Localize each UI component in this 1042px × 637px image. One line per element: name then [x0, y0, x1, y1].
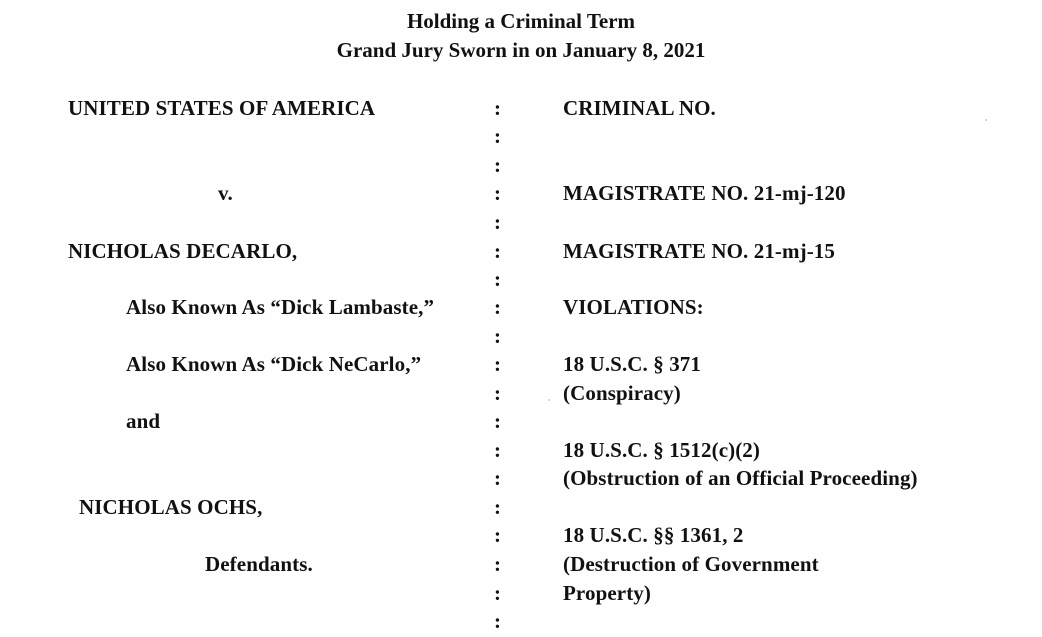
caption-separator: : — [494, 153, 501, 177]
defendant-1-name: NICHOLAS DECARLO, — [68, 239, 298, 263]
defendants-label: Defendants. — [205, 552, 313, 576]
caption-separator: : — [494, 438, 501, 462]
scan-speck — [985, 119, 987, 121]
caption-separator: : — [494, 552, 501, 576]
caption-separator: : — [494, 352, 501, 376]
caption-separator: : — [494, 495, 501, 519]
caption-separator: : — [494, 267, 501, 291]
violation-description: (Conspiracy) — [563, 381, 681, 405]
scan-speck — [548, 399, 550, 401]
heading-grand-jury: Grand Jury Sworn in on January 8, 2021 — [336, 38, 706, 62]
caption-separator: : — [494, 181, 501, 205]
caption-separator: : — [494, 239, 501, 263]
defendant-1-alias-2: Also Known As “Dick NeCarlo,” — [126, 352, 422, 376]
caption-separator: : — [494, 381, 501, 405]
caption-separator: : — [494, 124, 501, 148]
caption-separator: : — [494, 409, 501, 433]
caption-separator: : — [494, 609, 501, 633]
caption-separator: : — [494, 210, 501, 234]
violation-statute: 18 U.S.C. §§ 1361, 2 — [563, 523, 744, 547]
magistrate-number-1: MAGISTRATE NO. 21-mj-120 — [563, 181, 846, 205]
caption-separator: : — [494, 523, 501, 547]
caption-separator: : — [494, 324, 501, 348]
plaintiff-name: UNITED STATES OF AMERICA — [68, 96, 376, 120]
violation-description: (Destruction of Government — [563, 552, 819, 576]
magistrate-number-2: MAGISTRATE NO. 21-mj-15 — [563, 239, 835, 263]
violation-statute: 18 U.S.C. § 371 — [563, 352, 702, 376]
defendant-1-alias-1: Also Known As “Dick Lambaste,” — [126, 295, 435, 319]
violation-description: (Obstruction of an Official Proceeding) — [563, 466, 918, 490]
violation-description-continued: Property) — [563, 581, 651, 605]
violations-label: VIOLATIONS: — [563, 295, 704, 319]
caption-separator: : — [494, 581, 501, 605]
caption-separator: : — [494, 295, 501, 319]
caption-separator: : — [494, 96, 501, 120]
versus-label: v. — [218, 181, 233, 205]
conjunction-and: and — [126, 409, 161, 433]
caption-separator: : — [494, 466, 501, 490]
criminal-number-label: CRIMINAL NO. — [563, 96, 716, 120]
violation-statute: 18 U.S.C. § 1512(c)(2) — [563, 438, 761, 462]
heading-term: Holding a Criminal Term — [406, 9, 636, 33]
defendant-2-name: NICHOLAS OCHS, — [79, 495, 263, 519]
